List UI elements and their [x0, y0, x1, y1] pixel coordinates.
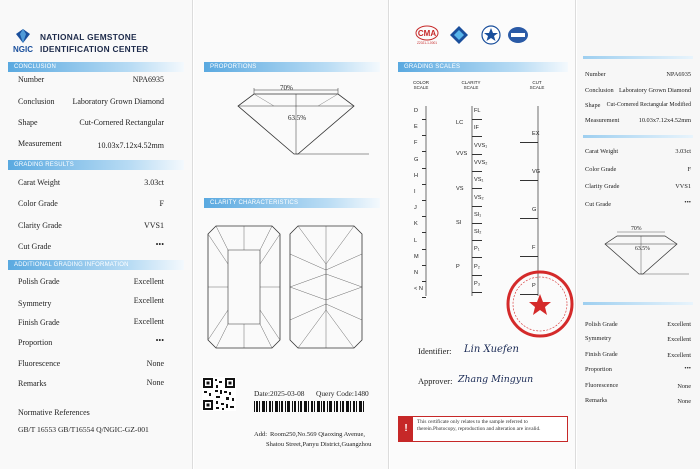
- measurement-value: 10.03x7.12x4.52mm: [97, 141, 164, 150]
- clarity-grade-tick-6: [472, 223, 482, 224]
- clarity-grade-2: VVS₁: [474, 142, 488, 149]
- color-scale-head-2: SCALE: [413, 85, 429, 90]
- qr-code-icon: [202, 377, 236, 411]
- color-grade-tick-0: [422, 119, 426, 120]
- color-grade-2: F: [414, 140, 418, 147]
- clarity-group-2: VS: [456, 185, 464, 192]
- color-grade-tick-7: [422, 232, 426, 233]
- cut-scale-head: [524, 80, 550, 90]
- summary-top-bar: [583, 56, 693, 59]
- clarity-value: VVS1: [143, 221, 164, 230]
- clarity-grade-tick-9: [472, 275, 482, 276]
- address-line2: Shatou Street,Panyu District,Guangzhou: [266, 441, 372, 448]
- approver-signature: Zhang Mingyun: [458, 374, 534, 385]
- color-grade-tick-9: [422, 265, 426, 266]
- summary-finish-value: Excellent: [667, 352, 691, 359]
- measurement-label: Measurement: [18, 139, 62, 148]
- color-grade-10: N: [414, 270, 419, 276]
- ngic-abbr: NGIC: [13, 45, 33, 54]
- section-grading-scales: GRADING SCALES: [398, 62, 568, 72]
- summary-measurement-value: 10.03x7.12x4.52mm: [638, 117, 691, 124]
- summary-number-value: NPA6935: [666, 71, 691, 78]
- clarity-group-1: VVS: [456, 151, 468, 158]
- cut-value: •••: [155, 240, 164, 249]
- summary-symmetry-label: Symmetry: [585, 335, 612, 342]
- panel-scales: [390, 0, 576, 469]
- clarity-group-0: LC: [456, 120, 464, 127]
- cut-grade-tick-4: [520, 294, 538, 295]
- clarity-grade-10: P₃: [474, 281, 481, 287]
- section-grading-results: GRADING RESULTS: [8, 160, 184, 170]
- summary-cut-value: •••: [684, 199, 691, 206]
- clarity-grade-1: IF: [474, 125, 479, 132]
- color-scale-head-1: COLOR: [412, 80, 429, 85]
- color-grade-9: M: [414, 253, 419, 260]
- section-additional-info: ADDITIONAL GRADING INFORMATION: [8, 260, 184, 270]
- color-scale-head: [408, 80, 434, 90]
- clarity-grade-5: VS₂: [474, 194, 484, 201]
- color-grade-tick-10: [422, 281, 426, 282]
- summary-shape-label: Shape: [585, 102, 601, 109]
- shape-value: Cut-Cornered Rectangular: [79, 118, 164, 127]
- clarity-grade-6: SI₁: [474, 211, 482, 218]
- cut-label: Cut Grade: [18, 242, 52, 251]
- shape-label: Shape: [18, 118, 38, 127]
- cut-scale-head-1: CUT: [532, 80, 542, 85]
- conclusion-value: Laboratory Grown Diamond: [72, 97, 164, 106]
- summary-shape-value: Cut-Cornered Rectangular Modified: [606, 102, 691, 108]
- summary-carat-label: Carat Weight: [585, 148, 619, 155]
- summary-cut-label: Cut Grade: [585, 201, 612, 208]
- clarity-label: Clarity Grade: [18, 221, 62, 230]
- cut-grade-0: EX: [532, 131, 540, 137]
- symmetry-label: Symmetry: [18, 299, 52, 308]
- org-name-line2: IDENTIFICATION CENTER: [40, 44, 149, 54]
- barcode: [254, 401, 364, 412]
- carat-label: Carat Weight: [18, 178, 61, 187]
- summary-remarks-label: Remarks: [585, 397, 608, 404]
- cut-scale-head-2: SCALE: [529, 85, 545, 90]
- clarity-grade-tick-10: [472, 292, 482, 293]
- summary-clarity-label: Clarity Grade: [585, 183, 620, 190]
- clarity-grade-3: VVS₂: [474, 159, 488, 166]
- clarity-grade-tick-8: [472, 257, 482, 258]
- summary-remarks-value: None: [677, 398, 691, 405]
- fluorescence-value: None: [146, 359, 164, 368]
- summary-polish-label: Polish Grade: [585, 321, 618, 328]
- clarity-grade-7: SI₂: [474, 229, 482, 236]
- number-value: NPA6935: [132, 75, 164, 84]
- color-grade-tick-11: [422, 297, 426, 298]
- clarity-scale-head: [458, 80, 484, 90]
- clarity-scale-head-2: SCALE: [463, 85, 479, 90]
- panel-report-left: [0, 0, 193, 469]
- clarity-plot-pavilion: [288, 224, 364, 350]
- approver-label: Approver:: [418, 377, 453, 386]
- summary-mid-bar: [583, 135, 693, 138]
- query-code: Query Code:1480: [316, 389, 369, 398]
- color-grade-6: J: [414, 205, 417, 212]
- cut-grade-3: F: [532, 245, 536, 251]
- ilac-logo-icon: [507, 25, 529, 45]
- color-label: Color Grade: [18, 199, 58, 208]
- color-grade-3: G: [414, 156, 419, 163]
- summary-proportion-value: •••: [684, 365, 691, 372]
- finish-value: Excellent: [133, 317, 164, 326]
- summary-depth-percent: 63.5%: [635, 246, 650, 252]
- summary-measurement-label: Measurement: [585, 117, 620, 124]
- table-percent: 70%: [280, 84, 293, 92]
- summary-polish-value: Excellent: [667, 321, 691, 328]
- remarks-value: None: [146, 378, 164, 387]
- clarity-grade-4: VS₁: [474, 177, 484, 184]
- color-grade-5: I: [414, 189, 416, 195]
- summary-color-label: Color Grade: [585, 166, 617, 173]
- cma-logo-number: Z2021-1-0001: [416, 41, 438, 45]
- warning-icon: !: [399, 417, 413, 441]
- summary-lower-bar: [583, 302, 693, 305]
- summary-clarity-value: VVS1: [675, 183, 691, 190]
- identifier-signature: Lin Xuefen: [464, 344, 519, 355]
- summary-color-value: F: [687, 166, 691, 173]
- cut-grade-tick-3: [520, 256, 538, 257]
- polish-value: Excellent: [133, 277, 164, 286]
- color-value: F: [159, 199, 164, 208]
- star-seal-logo-icon: [481, 25, 501, 45]
- color-grade-4: H: [414, 172, 419, 179]
- clarity-group-3: SI: [456, 220, 462, 227]
- color-grade-tick-1: [422, 135, 426, 136]
- panel-summary: [577, 0, 700, 469]
- summary-carat-value: 3.03ct: [675, 148, 691, 155]
- clarity-grade-tick-1: [472, 136, 482, 137]
- summary-conclusion-value: Laboratory Grown Diamond: [618, 87, 691, 94]
- panel-diagrams: [194, 0, 389, 469]
- summary-proportion-diagram: [591, 224, 691, 280]
- clarity-group-4: P: [456, 263, 460, 270]
- notice-text: This certificate only relates to the sample referred to therein.Photocopy, reproduction and alteration are invalid.: [417, 419, 541, 432]
- color-grade-8: L: [414, 237, 418, 244]
- clarity-grade-8: P₁: [474, 246, 480, 253]
- official-seal-stamp: [502, 262, 576, 342]
- polish-label: Polish Grade: [18, 277, 60, 286]
- address-label: Add:: [254, 431, 267, 438]
- proportion-label: Proportion: [18, 338, 53, 347]
- summary-fluorescence-value: None: [677, 383, 691, 390]
- summary-finish-label: Finish Grade: [585, 351, 618, 358]
- clarity-scale-head-1: CLARITY: [461, 80, 481, 85]
- report-date: Date:2025-03-08: [254, 389, 305, 398]
- cut-grade-1: VG: [532, 169, 541, 175]
- section-conclusion: CONCLUSION: [8, 62, 184, 72]
- cut-grade-tick-0: [520, 142, 538, 143]
- summary-proportion-label: Proportion: [585, 366, 612, 373]
- clarity-grade-0: FL: [474, 108, 481, 114]
- summary-number-label: Number: [585, 71, 606, 78]
- color-grade-tick-6: [422, 216, 426, 217]
- remarks-label: Remarks: [18, 379, 47, 388]
- cma-logo-text: CMA: [417, 29, 437, 38]
- clarity-plot-crown: [206, 224, 282, 350]
- org-name-line1: NATIONAL GEMSTONE: [40, 32, 137, 42]
- cut-grade-tick-1: [520, 180, 538, 181]
- color-grade-11: < N: [414, 286, 423, 293]
- summary-fluorescence-label: Fluorescence: [585, 382, 619, 389]
- clarity-grade-tick-5: [472, 206, 482, 207]
- summary-symmetry-value: Excellent: [667, 336, 691, 343]
- number-label: Number: [18, 75, 45, 84]
- color-grade-tick-2: [422, 151, 426, 152]
- cma-logo-icon: [414, 25, 440, 45]
- color-grade-1: E: [414, 124, 418, 131]
- color-grade-7: K: [414, 221, 418, 228]
- color-grade-tick-8: [422, 249, 426, 250]
- color-grade-tick-4: [422, 184, 426, 185]
- color-grade-tick-5: [422, 200, 426, 201]
- clarity-grade-tick-2: [472, 154, 482, 155]
- clarity-grade-tick-3: [472, 171, 482, 172]
- color-grade-tick-3: [422, 168, 426, 169]
- finish-label: Finish Grade: [18, 318, 60, 327]
- clarity-grade-tick-0: [472, 119, 482, 120]
- section-clarity-characteristics: CLARITY CHARACTERISTICS: [204, 198, 380, 208]
- cut-grade-2: G: [532, 207, 537, 213]
- cut-grade-tick-2: [520, 218, 538, 219]
- ngic-logo-icon: [16, 29, 30, 43]
- references-text: GB/T 16553 GB/T16554 Q/NGIC-GZ-001: [18, 425, 149, 434]
- clarity-grade-tick-4: [472, 188, 482, 189]
- clarity-grade-9: P₂: [474, 263, 480, 270]
- address-line1: Room250,No.569 Qiaoxing Avenue,: [270, 431, 366, 438]
- color-grade-0: D: [414, 108, 419, 114]
- cut-grade-4: P: [532, 283, 536, 289]
- clarity-grade-tick-7: [472, 240, 482, 241]
- conclusion-label: Conclusion: [18, 97, 55, 106]
- proportion-value: •••: [155, 336, 164, 345]
- ngic-badge-icon: [450, 26, 468, 44]
- identifier-label: Identifier:: [418, 347, 452, 356]
- fluorescence-label: Fluorescence: [18, 359, 61, 368]
- summary-conclusion-label: Conclusion: [585, 87, 614, 94]
- notice-box: [398, 416, 568, 442]
- symmetry-value: Excellent: [133, 296, 164, 305]
- section-proportions: PROPORTIONS: [204, 62, 380, 72]
- references-title: Normative References: [18, 408, 90, 417]
- carat-value: 3.03ct: [144, 178, 164, 187]
- summary-table-percent: 70%: [631, 226, 642, 232]
- depth-percent: 63.5%: [288, 114, 307, 122]
